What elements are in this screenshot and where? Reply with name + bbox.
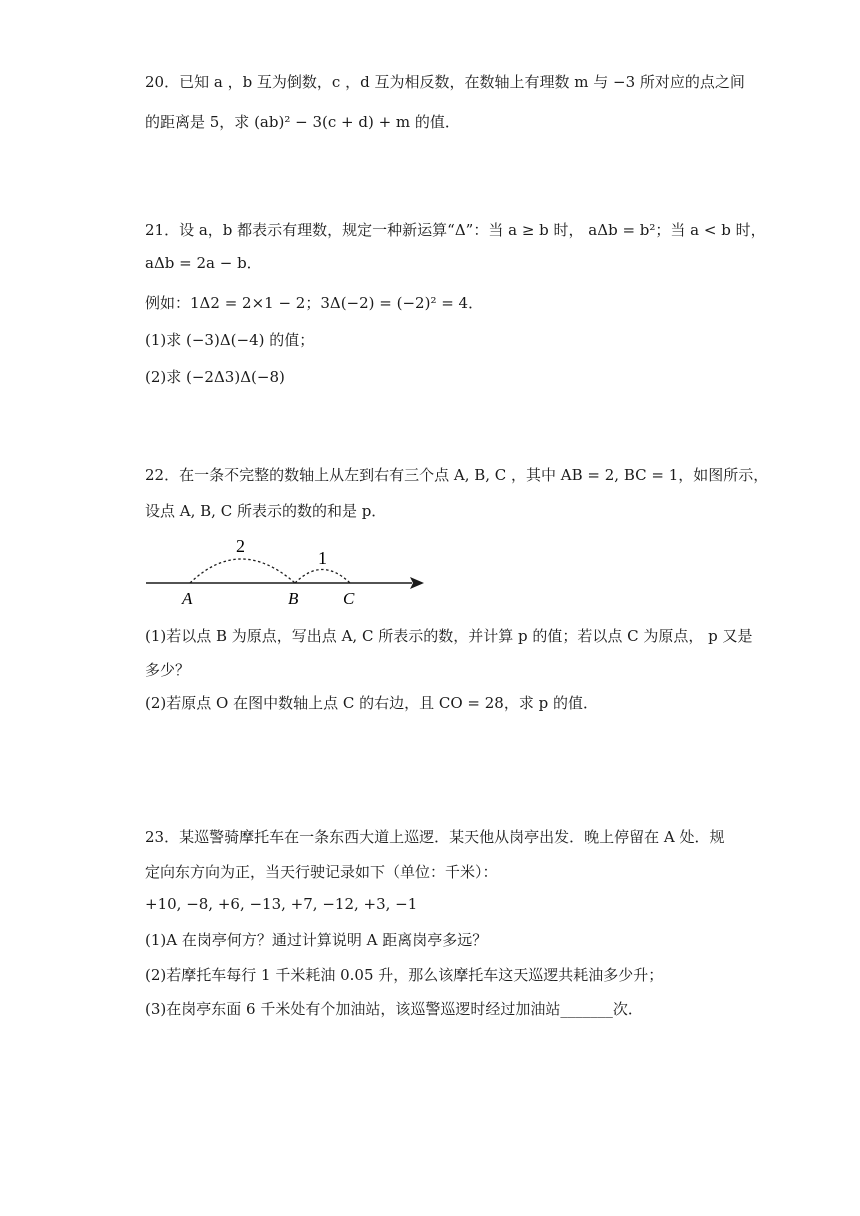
label-bc-distance: 1 [318, 548, 327, 568]
q22-text-line2: 设点 A, B, C 所表示的数的和是 p． [145, 502, 387, 520]
q21-example: 例如：1Δ2 = 2×1 − 2；3Δ(−2) = (−2)² = 4． [145, 294, 484, 312]
q23-text-line2: 定向东方向为正，当天行驶记录如下（单位：千米）： [145, 863, 498, 881]
q23-part1: (1)A 在岗亭何方？通过计算说明 A 距离岗亭多远？ [145, 931, 488, 949]
q21-text-line2: aΔb = 2a − b． [145, 254, 262, 272]
point-b-label: B [288, 589, 299, 608]
point-a-label: A [182, 589, 193, 608]
q20-text-line2: 的距离是 5，求 (ab)² − 3(c + d) + m 的值． [145, 113, 460, 131]
q22-part2: (2)若原点 O 在图中数轴上点 C 的右边，且 CO = 28，求 p 的值． [145, 694, 598, 712]
q22-text-line1: 22．在一条不完整的数轴上从左到右有三个点 A, B, C ，其中 AB = 2, BC = 1，如图所示， [145, 466, 769, 484]
number-line-figure [140, 530, 440, 610]
q21-part1: (1)求 (−3)Δ(−4) 的值； [145, 331, 315, 349]
arc-bc [295, 570, 350, 584]
q23-records: +10, −8, +6, −13, +7, −12, +3, −1 [145, 895, 418, 913]
q23-text-line1: 23．某巡警骑摩托车在一条东西大道上巡逻．某天他从岗亭出发．晚上停留在 A 处．规 [145, 828, 725, 846]
q23-part3: (3)在岗亭东面 6 千米处有个加油站，该巡警巡逻时经过加油站_______次． [145, 1000, 643, 1018]
q20-text-line1: 20．已知 a ，b 互为倒数，c ，d 互为相反数，在数轴上有理数 m 与 −3 所对应的点之间 [145, 73, 745, 91]
arc-ab [190, 559, 295, 583]
q23-part2: (2)若摩托车每行 1 千米耗油 0.05 升，那么该摩托车这天巡逻共耗油多少升； [145, 966, 664, 984]
q21-part2: (2)求 (−2Δ3)Δ(−8) [145, 368, 285, 386]
q22-part1-line1: (1)若以点 B 为原点，写出点 A, C 所表示的数，并计算 p 的值；若以点 C 为原点， p 又是 [145, 627, 753, 645]
q21-text-line1: 21．设 a，b 都表示有理数，规定一种新运算“Δ”：当 a ≥ b 时， aΔb = b²；当 a < b 时， [145, 221, 766, 239]
point-c-label: C [343, 589, 355, 608]
number-line-arrow [410, 577, 424, 589]
q22-part1-line2: 多少？ [145, 661, 191, 679]
label-ab-distance: 2 [236, 536, 245, 556]
